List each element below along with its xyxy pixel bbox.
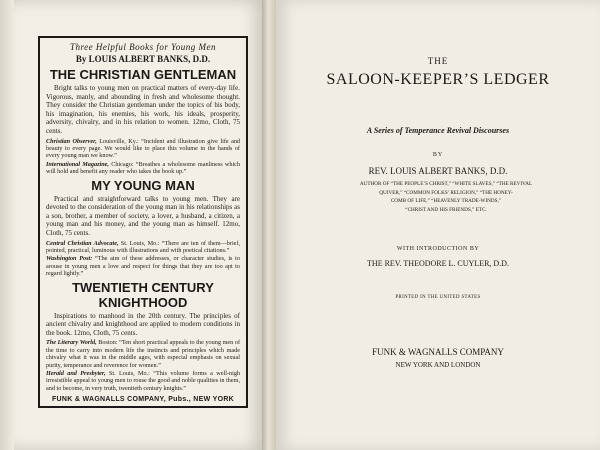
book-cover-edge: [0, 0, 14, 450]
title-page: [276, 0, 600, 450]
ad-author: By LOUIS ALBERT BANKS, D.D.: [75, 54, 211, 64]
author-name: REV. LOUIS ALBERT BANKS, D.D.: [368, 166, 508, 176]
book-title: TWENTIETH CENTURY KNIGHTHOOD: [72, 279, 214, 310]
works-line: QUIVER,” “COMMON FOLKS’ RELIGION,” “THE HONEY-: [379, 189, 513, 196]
review-source: International Magazine,: [46, 160, 109, 168]
review-text: “The aim of these addresses, or character studies, is to arouse in young men a love and respect for things that they are too apt to regard lightly.”: [46, 255, 240, 278]
ad-book-1: [46, 67, 240, 176]
book-description: Practical and straightforward talks to young men. They are devoted to the consideration of the young man in his relationships as a son, brother, a member of society, a lover, a husband, a citizen, a young man and his money, and the young man as himself. 12mo, Cloth, 75 cents.: [46, 194, 240, 237]
book-title: MY YOUNG MAN: [91, 177, 195, 193]
ad-header: Three Helpful Books for Young Men: [69, 42, 217, 52]
works-line: AUTHOR OF “THE PEOPLE’S CHRIST,” “WHITE SLAVES,” “THE REVIVAL: [359, 181, 533, 187]
review-source: Herald and Presbyter,: [46, 370, 106, 377]
review: [46, 370, 240, 392]
review-source: The Literary World,: [46, 339, 97, 347]
review-text: Louisville, Ky.: “Incident and illustration give life and beauty to every page. We would like to place this volume in the hands of every young man we know.”: [46, 137, 241, 160]
advertisement-frame: [38, 36, 248, 408]
review: [46, 138, 240, 160]
ad-book-3: [46, 280, 240, 393]
book-subtitle: A Series of Temperance Revival Discourses: [366, 126, 510, 135]
publisher-name: FUNK & WAGNALLS COMPANY: [372, 347, 504, 357]
works-line: COMB OF LIFE,” “HEAVENLY TRADE-WINDS,”: [390, 198, 502, 204]
title-article: THE: [427, 56, 449, 66]
review-text: St. Louis, Mo.: “There are ten of them—brief, pointed, practical, luminous with illustrations and with poetical citations.”: [46, 239, 241, 254]
review-text: St. Louis, Mo.: “This volume forms a well-nigh irresistible appeal to young men to rouse the good and noble qualities in them, and to become, in very truth, twentieth century knights.”: [46, 370, 241, 392]
book-main-title: SALOON-KEEPER’S LEDGER: [326, 71, 550, 88]
introduction-label: WITH INTRODUCTION BY: [396, 246, 480, 252]
introduction-author: THE REV. THEODORE L. CUYLER, D.D.: [367, 259, 509, 268]
author-works: [336, 180, 556, 214]
review-text: Chicago: “Breathes a wholesome manliness which will hold and benefit any reader who takes the book up.”: [46, 160, 241, 176]
review-text: Boston: “Ten short practical appeals to the young men of the time to carry into modern life the instincts and principles which made chivalry what it was in the middle ages, with especial emphasis on sexual purity, temperance and reverence for women.”: [46, 339, 241, 369]
review: [46, 161, 240, 176]
review: [46, 255, 240, 277]
review-source: Washington Post:: [46, 255, 93, 263]
book-description: Inspirations to manhood in the 20th century. The principles of ancient chivalry and knighthood are applied to modern conditions in the book. 12mo, Cloth, 75 cents.: [46, 311, 240, 337]
review-source: Central Christian Advocate,: [46, 239, 119, 247]
review-source: Christian Observer,: [46, 137, 97, 145]
works-line: “CHRIST AND HIS FRIENDS,” ETC.: [405, 206, 487, 213]
ad-book-2: [46, 178, 240, 278]
left-page: [14, 0, 266, 450]
by-label: BY: [432, 152, 444, 158]
review: [46, 339, 240, 369]
book-title: THE CHRISTIAN GENTLEMAN: [49, 67, 237, 82]
ad-footer: FUNK & WAGNALLS COMPANY, Pubs., NEW YORK: [51, 396, 235, 403]
book-description: Bright talks to young men on practical matters of every-day life. Vigorous, manly, and abounding in fresh and wholesome thought. They consider the Christian gentleman under the topics of his body, his imagination, his enemies, his work, his ideals, prosperity, adversity, chivalry, and in his relation to women. 12mo, Cloth, 75 cents.: [46, 84, 240, 135]
printed-notice: PRINTED IN THE UNITED STATES: [395, 295, 481, 300]
publisher-city: NEW YORK AND LONDON: [395, 361, 481, 369]
review: [46, 240, 240, 255]
book-gutter: [262, 0, 276, 450]
